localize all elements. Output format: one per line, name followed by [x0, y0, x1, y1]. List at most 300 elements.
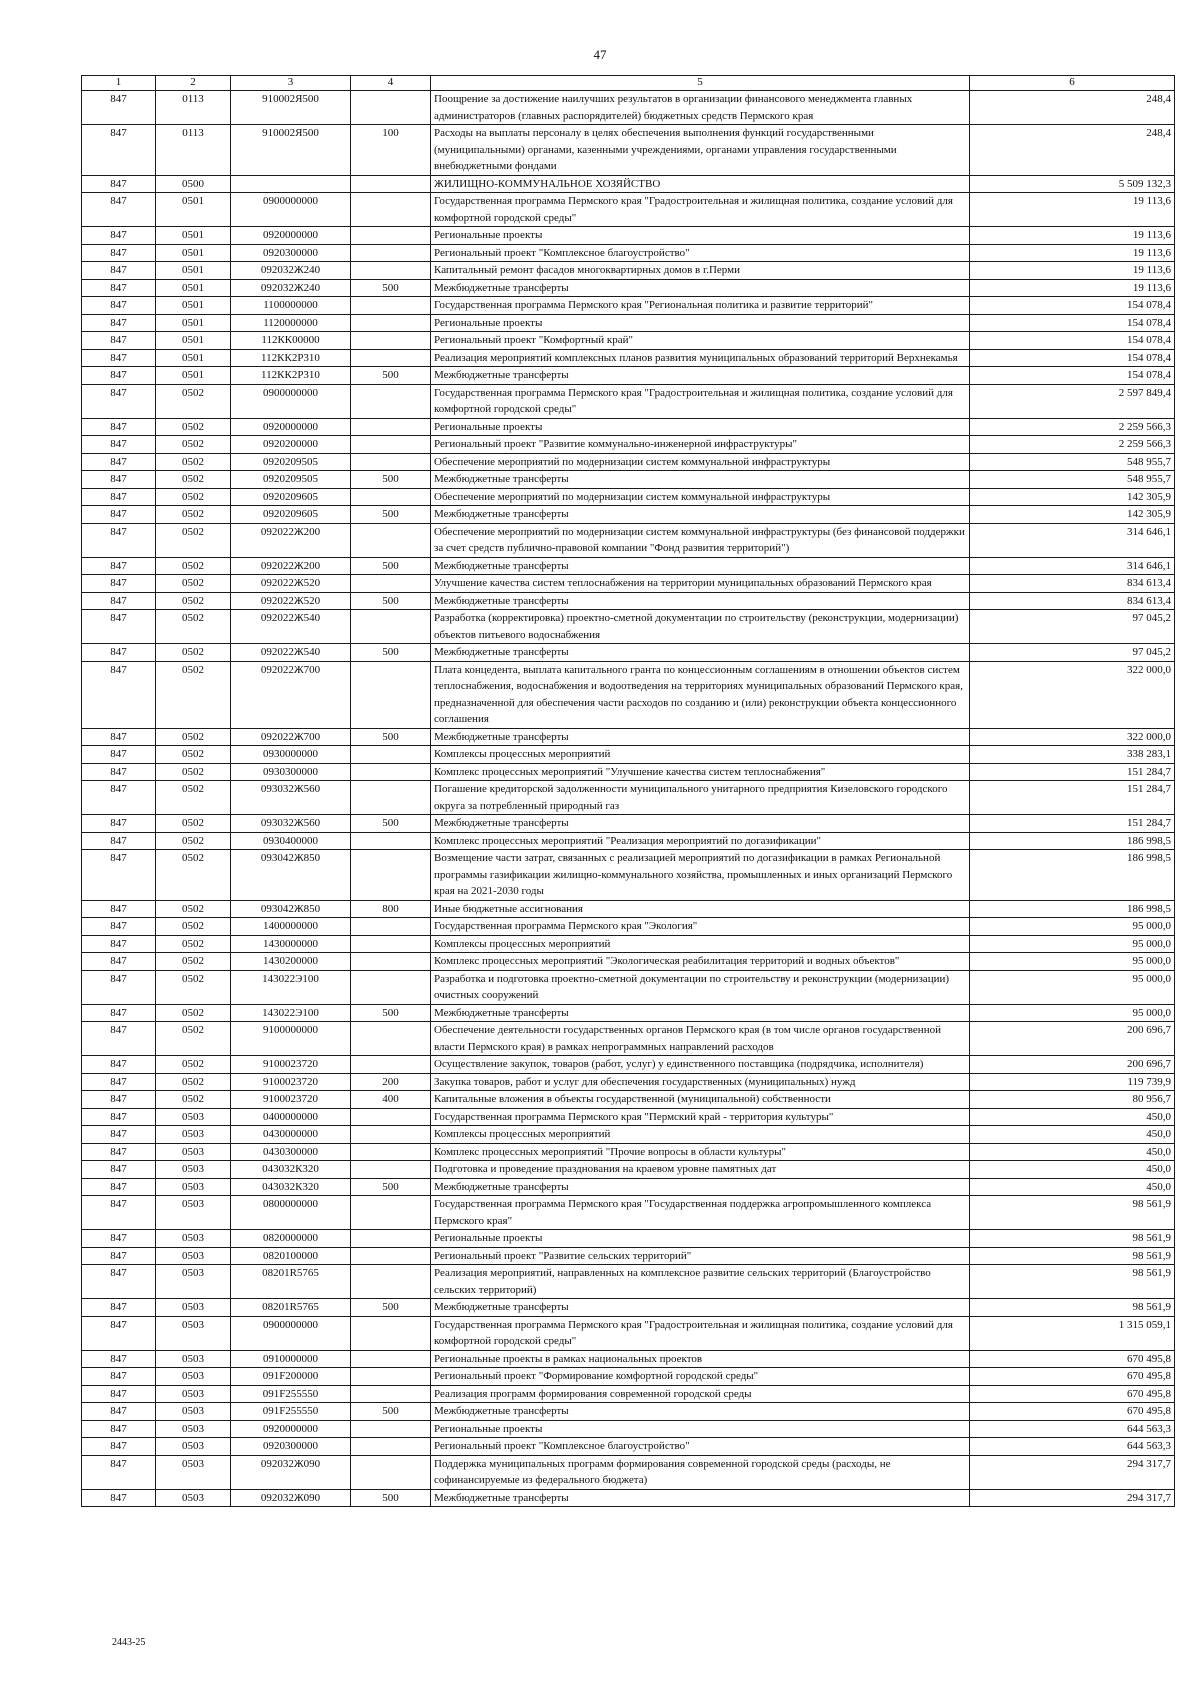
- cell-target-code: 910002Я500: [231, 91, 351, 125]
- cell-expense-type: 500: [351, 644, 431, 662]
- cell-description: Поддержка муниципальных программ формирования современной городской среды (расходы, не софинансируемые из федерального бюджета): [431, 1455, 970, 1489]
- cell-description: Комплекс процессных мероприятий "Экологическая реабилитация территорий и водных объектов": [431, 953, 970, 971]
- table-row: [82, 384, 1175, 418]
- cell-admin-code: 847: [82, 367, 156, 385]
- table-row: [82, 1091, 1175, 1109]
- cell-target-code: 112КК2Р310: [231, 349, 351, 367]
- cell-amount: 97 045,2: [970, 644, 1175, 662]
- cell-description: Региональные проекты: [431, 227, 970, 245]
- cell-section-code: 0502: [156, 935, 231, 953]
- table-row: [82, 1265, 1175, 1299]
- cell-section-code: 0503: [156, 1108, 231, 1126]
- cell-description: Межбюджетные трансферты: [431, 1299, 970, 1317]
- cell-description: Межбюджетные трансферты: [431, 367, 970, 385]
- table-row: [82, 970, 1175, 1004]
- cell-admin-code: 847: [82, 314, 156, 332]
- document-code: 2443-25: [112, 1637, 146, 1648]
- cell-description: Закупка товаров, работ и услуг для обеспечения государственных (муниципальных) нужд: [431, 1073, 970, 1091]
- cell-expense-type: [351, 332, 431, 350]
- cell-target-code: 0900000000: [231, 1316, 351, 1350]
- table-row: [82, 1247, 1175, 1265]
- cell-description: Межбюджетные трансферты: [431, 1178, 970, 1196]
- cell-description: Комплексы процессных мероприятий: [431, 746, 970, 764]
- cell-target-code: 093032Ж560: [231, 815, 351, 833]
- cell-amount: 19 113,6: [970, 279, 1175, 297]
- cell-admin-code: 847: [82, 1056, 156, 1074]
- cell-section-code: 0503: [156, 1247, 231, 1265]
- cell-section-code: 0501: [156, 244, 231, 262]
- table-row: [82, 1455, 1175, 1489]
- cell-amount: 186 998,5: [970, 850, 1175, 901]
- cell-amount: 98 561,9: [970, 1265, 1175, 1299]
- cell-description: Межбюджетные трансферты: [431, 1489, 970, 1507]
- cell-admin-code: 847: [82, 850, 156, 901]
- cell-admin-code: 847: [82, 1368, 156, 1386]
- cell-admin-code: 847: [82, 453, 156, 471]
- cell-section-code: 0502: [156, 1022, 231, 1056]
- cell-amount: 142 305,9: [970, 506, 1175, 524]
- cell-section-code: 0502: [156, 610, 231, 644]
- cell-expense-type: [351, 1420, 431, 1438]
- cell-expense-type: [351, 1126, 431, 1144]
- cell-description: Комплекс процессных мероприятий "Реализация мероприятий по догазификации": [431, 832, 970, 850]
- cell-section-code: 0503: [156, 1143, 231, 1161]
- cell-section-code: 0502: [156, 1073, 231, 1091]
- cell-section-code: 0501: [156, 332, 231, 350]
- cell-admin-code: 847: [82, 557, 156, 575]
- cell-target-code: 112КК2Р310: [231, 367, 351, 385]
- cell-expense-type: [351, 1247, 431, 1265]
- cell-amount: 154 078,4: [970, 297, 1175, 315]
- cell-target-code: 0920209605: [231, 488, 351, 506]
- cell-target-code: 0930000000: [231, 746, 351, 764]
- cell-expense-type: 500: [351, 592, 431, 610]
- cell-admin-code: 847: [82, 125, 156, 176]
- cell-amount: 450,0: [970, 1161, 1175, 1179]
- cell-amount: 322 000,0: [970, 661, 1175, 728]
- cell-admin-code: 847: [82, 175, 156, 193]
- table-row: [82, 763, 1175, 781]
- cell-expense-type: 500: [351, 1403, 431, 1421]
- cell-expense-type: [351, 1385, 431, 1403]
- cell-section-code: 0502: [156, 953, 231, 971]
- cell-admin-code: 847: [82, 918, 156, 936]
- cell-expense-type: [351, 1265, 431, 1299]
- column-header: 1: [82, 76, 156, 91]
- column-header: 4: [351, 76, 431, 91]
- cell-expense-type: [351, 746, 431, 764]
- table-row: [82, 349, 1175, 367]
- cell-section-code: 0501: [156, 279, 231, 297]
- cell-target-code: 0400000000: [231, 1108, 351, 1126]
- cell-expense-type: [351, 488, 431, 506]
- cell-amount: 19 113,6: [970, 262, 1175, 280]
- cell-expense-type: [351, 1438, 431, 1456]
- table-row: [82, 832, 1175, 850]
- table-row: [82, 1161, 1175, 1179]
- cell-target-code: 0820000000: [231, 1230, 351, 1248]
- cell-description: Межбюджетные трансферты: [431, 557, 970, 575]
- cell-description: Разработка (корректировка) проектно-сметной документации по строительству (реконструкции, модернизации) объектов питьевого водоснабжения: [431, 610, 970, 644]
- cell-amount: 338 283,1: [970, 746, 1175, 764]
- cell-target-code: 0900000000: [231, 384, 351, 418]
- table-row: [82, 1196, 1175, 1230]
- cell-admin-code: 847: [82, 332, 156, 350]
- cell-description: Иные бюджетные ассигнования: [431, 900, 970, 918]
- cell-expense-type: 500: [351, 1178, 431, 1196]
- table-row: [82, 367, 1175, 385]
- cell-expense-type: [351, 418, 431, 436]
- cell-description: Региональный проект "Развитие коммунально-инженерной инфраструктуры": [431, 436, 970, 454]
- table-row: [82, 506, 1175, 524]
- cell-amount: 322 000,0: [970, 728, 1175, 746]
- cell-expense-type: 500: [351, 1489, 431, 1507]
- cell-description: Улучшение качества систем теплоснабжения на территории муниципальных образований Пермского края: [431, 575, 970, 593]
- cell-section-code: 0501: [156, 314, 231, 332]
- cell-description: Региональный проект "Комплексное благоустройство": [431, 244, 970, 262]
- cell-admin-code: 847: [82, 1230, 156, 1248]
- cell-section-code: 0502: [156, 453, 231, 471]
- cell-description: Государственная программа Пермского края "Экология": [431, 918, 970, 936]
- cell-admin-code: 847: [82, 1004, 156, 1022]
- cell-amount: 450,0: [970, 1178, 1175, 1196]
- cell-section-code: 0113: [156, 125, 231, 176]
- cell-target-code: 092032Ж090: [231, 1455, 351, 1489]
- cell-admin-code: 847: [82, 227, 156, 245]
- cell-admin-code: 847: [82, 523, 156, 557]
- cell-amount: 154 078,4: [970, 349, 1175, 367]
- cell-amount: 98 561,9: [970, 1196, 1175, 1230]
- cell-section-code: 0503: [156, 1161, 231, 1179]
- cell-amount: 19 113,6: [970, 227, 1175, 245]
- cell-expense-type: 100: [351, 125, 431, 176]
- cell-amount: 644 563,3: [970, 1438, 1175, 1456]
- cell-amount: 670 495,8: [970, 1350, 1175, 1368]
- cell-amount: 1 315 059,1: [970, 1316, 1175, 1350]
- table-row: [82, 279, 1175, 297]
- cell-amount: 95 000,0: [970, 1004, 1175, 1022]
- table-row: [82, 781, 1175, 815]
- cell-section-code: 0501: [156, 349, 231, 367]
- cell-admin-code: 847: [82, 1178, 156, 1196]
- table-row: [82, 418, 1175, 436]
- cell-target-code: 0800000000: [231, 1196, 351, 1230]
- cell-expense-type: [351, 227, 431, 245]
- cell-amount: 95 000,0: [970, 918, 1175, 936]
- cell-section-code: 0113: [156, 91, 231, 125]
- cell-expense-type: 500: [351, 1299, 431, 1317]
- cell-target-code: 0920000000: [231, 418, 351, 436]
- cell-expense-type: [351, 970, 431, 1004]
- cell-amount: 154 078,4: [970, 367, 1175, 385]
- cell-amount: 2 597 849,4: [970, 384, 1175, 418]
- cell-section-code: 0502: [156, 781, 231, 815]
- cell-target-code: 0920300000: [231, 1438, 351, 1456]
- cell-expense-type: 500: [351, 815, 431, 833]
- cell-description: Погашение кредиторской задолженности муниципального унитарного предприятия Кизеловского городского округа за потребленный природный газ: [431, 781, 970, 815]
- cell-target-code: 0920209505: [231, 453, 351, 471]
- cell-admin-code: 847: [82, 1299, 156, 1317]
- cell-admin-code: 847: [82, 728, 156, 746]
- cell-target-code: 0920300000: [231, 244, 351, 262]
- cell-admin-code: 847: [82, 1091, 156, 1109]
- cell-admin-code: 847: [82, 1022, 156, 1056]
- cell-amount: 200 696,7: [970, 1022, 1175, 1056]
- cell-expense-type: [351, 763, 431, 781]
- cell-description: Осуществление закупок, товаров (работ, услуг) у единственного поставщика (подрядчика, исполнителя): [431, 1056, 970, 1074]
- cell-target-code: 0820100000: [231, 1247, 351, 1265]
- cell-target-code: 092022Ж520: [231, 575, 351, 593]
- table-row: [82, 644, 1175, 662]
- cell-description: Межбюджетные трансферты: [431, 1004, 970, 1022]
- cell-admin-code: 847: [82, 436, 156, 454]
- cell-admin-code: 847: [82, 900, 156, 918]
- table-row: [82, 1385, 1175, 1403]
- cell-expense-type: [351, 349, 431, 367]
- cell-section-code: 0502: [156, 900, 231, 918]
- cell-amount: 154 078,4: [970, 332, 1175, 350]
- table-row: [82, 262, 1175, 280]
- cell-admin-code: 847: [82, 1438, 156, 1456]
- cell-section-code: 0502: [156, 1091, 231, 1109]
- column-header: 5: [431, 76, 970, 91]
- cell-target-code: 092022Ж520: [231, 592, 351, 610]
- table-row: [82, 227, 1175, 245]
- cell-description: Межбюджетные трансферты: [431, 592, 970, 610]
- cell-expense-type: 500: [351, 279, 431, 297]
- cell-target-code: 093032Ж560: [231, 781, 351, 815]
- table-row: [82, 1368, 1175, 1386]
- cell-description: Обеспечение мероприятий по модернизации систем коммунальной инфраструктуры: [431, 453, 970, 471]
- cell-section-code: 0502: [156, 728, 231, 746]
- cell-target-code: 0930300000: [231, 763, 351, 781]
- cell-amount: 151 284,7: [970, 763, 1175, 781]
- cell-target-code: 092032Ж090: [231, 1489, 351, 1507]
- cell-target-code: 092022Ж200: [231, 523, 351, 557]
- cell-section-code: 0502: [156, 815, 231, 833]
- cell-description: Государственная программа Пермского края "Государственная поддержка агропромышленного комплекса Пермского края": [431, 1196, 970, 1230]
- cell-description: Реализация программ формирования современной городской среды: [431, 1385, 970, 1403]
- table-row: [82, 1143, 1175, 1161]
- cell-admin-code: 847: [82, 935, 156, 953]
- table-row: [82, 523, 1175, 557]
- cell-description: Региональный проект "Комплексное благоустройство": [431, 1438, 970, 1456]
- cell-section-code: 0502: [156, 850, 231, 901]
- cell-expense-type: [351, 1161, 431, 1179]
- cell-section-code: 0503: [156, 1196, 231, 1230]
- cell-admin-code: 847: [82, 193, 156, 227]
- cell-amount: 314 646,1: [970, 557, 1175, 575]
- cell-admin-code: 847: [82, 1247, 156, 1265]
- cell-admin-code: 847: [82, 1073, 156, 1091]
- cell-amount: 98 561,9: [970, 1299, 1175, 1317]
- table-row: [82, 314, 1175, 332]
- table-row: [82, 900, 1175, 918]
- cell-admin-code: 847: [82, 1108, 156, 1126]
- cell-admin-code: 847: [82, 575, 156, 593]
- cell-expense-type: [351, 661, 431, 728]
- cell-description: Плата концедента, выплата капитального гранта по концессионным соглашениям в отношении объектов систем теплоснабжения, водоснабжения и водоотведения на территориях муниципальных образований Пермского края, предназначенной для обеспечения части расходов по созданию и (или) реконструкции объекта концессионного соглашения: [431, 661, 970, 728]
- cell-amount: 154 078,4: [970, 314, 1175, 332]
- cell-admin-code: 847: [82, 1350, 156, 1368]
- cell-description: Региональные проекты: [431, 1420, 970, 1438]
- cell-description: Возмещение части затрат, связанных с реализацией мероприятий по догазификации в рамках Региональной программы газификации жилищно-коммунального хозяйства, промышленных и иных организаций Пермского края на 2021-2030 годы: [431, 850, 970, 901]
- cell-amount: 19 113,6: [970, 193, 1175, 227]
- cell-target-code: 093042Ж850: [231, 850, 351, 901]
- cell-description: Государственная программа Пермского края "Градостроительная и жилищная политика, создание условий для комфортной городской среды": [431, 384, 970, 418]
- cell-description: Межбюджетные трансферты: [431, 279, 970, 297]
- cell-section-code: 0503: [156, 1420, 231, 1438]
- table-row: [82, 592, 1175, 610]
- cell-admin-code: 847: [82, 384, 156, 418]
- cell-section-code: 0502: [156, 436, 231, 454]
- cell-section-code: 0503: [156, 1438, 231, 1456]
- cell-expense-type: [351, 1316, 431, 1350]
- cell-amount: 119 739,9: [970, 1073, 1175, 1091]
- cell-admin-code: 847: [82, 1265, 156, 1299]
- cell-expense-type: [351, 175, 431, 193]
- cell-target-code: 1120000000: [231, 314, 351, 332]
- cell-amount: 200 696,7: [970, 1056, 1175, 1074]
- cell-admin-code: 847: [82, 610, 156, 644]
- cell-section-code: 0502: [156, 918, 231, 936]
- cell-section-code: 0502: [156, 523, 231, 557]
- cell-description: Обеспечение мероприятий по модернизации систем коммунальной инфраструктуры (без финансовой поддержки за счет средств публично-правовой компании "Фонд развития территорий"): [431, 523, 970, 557]
- cell-amount: 2 259 566,3: [970, 436, 1175, 454]
- cell-amount: 2 259 566,3: [970, 418, 1175, 436]
- cell-section-code: 0503: [156, 1230, 231, 1248]
- cell-section-code: 0503: [156, 1178, 231, 1196]
- cell-expense-type: [351, 523, 431, 557]
- cell-description: Поощрение за достижение наилучших результатов в организации финансового менеджмента главных администраторов (главных распорядителей) бюджетных средств Пермского края: [431, 91, 970, 125]
- cell-target-code: 0920000000: [231, 227, 351, 245]
- cell-admin-code: 847: [82, 1403, 156, 1421]
- cell-amount: 670 495,8: [970, 1368, 1175, 1386]
- cell-expense-type: 500: [351, 1004, 431, 1022]
- cell-description: Комплекс процессных мероприятий "Прочие вопросы в области культуры": [431, 1143, 970, 1161]
- table-row: [82, 297, 1175, 315]
- cell-expense-type: [351, 781, 431, 815]
- cell-amount: 142 305,9: [970, 488, 1175, 506]
- cell-section-code: 0502: [156, 575, 231, 593]
- cell-target-code: [231, 175, 351, 193]
- cell-amount: 5 509 132,3: [970, 175, 1175, 193]
- cell-admin-code: 847: [82, 1143, 156, 1161]
- cell-admin-code: 847: [82, 297, 156, 315]
- table-row: [82, 1126, 1175, 1144]
- cell-amount: 95 000,0: [970, 953, 1175, 971]
- table-row: [82, 193, 1175, 227]
- cell-amount: 670 495,8: [970, 1385, 1175, 1403]
- cell-target-code: 091F255550: [231, 1385, 351, 1403]
- cell-admin-code: 847: [82, 262, 156, 280]
- cell-amount: 450,0: [970, 1108, 1175, 1126]
- cell-section-code: 0502: [156, 506, 231, 524]
- cell-amount: 95 000,0: [970, 970, 1175, 1004]
- cell-target-code: 9100023720: [231, 1091, 351, 1109]
- cell-target-code: 092022Ж700: [231, 661, 351, 728]
- cell-target-code: 0430000000: [231, 1126, 351, 1144]
- cell-admin-code: 847: [82, 279, 156, 297]
- cell-admin-code: 847: [82, 644, 156, 662]
- table-body: [82, 91, 1175, 1507]
- cell-target-code: 143022Э100: [231, 970, 351, 1004]
- cell-target-code: 08201R5765: [231, 1299, 351, 1317]
- table-row: [82, 1420, 1175, 1438]
- table-row: [82, 661, 1175, 728]
- cell-admin-code: 847: [82, 244, 156, 262]
- cell-expense-type: [351, 1196, 431, 1230]
- cell-amount: 834 613,4: [970, 592, 1175, 610]
- cell-expense-type: [351, 262, 431, 280]
- cell-admin-code: 847: [82, 1489, 156, 1507]
- cell-target-code: 0920200000: [231, 436, 351, 454]
- table-row: [82, 728, 1175, 746]
- cell-description: Межбюджетные трансферты: [431, 728, 970, 746]
- cell-section-code: 0502: [156, 763, 231, 781]
- cell-description: Региональные проекты: [431, 418, 970, 436]
- cell-expense-type: [351, 91, 431, 125]
- cell-section-code: 0501: [156, 367, 231, 385]
- cell-admin-code: 847: [82, 1126, 156, 1144]
- cell-admin-code: 847: [82, 1316, 156, 1350]
- cell-description: Реализация мероприятий комплексных планов развития муниципальных образований территорий Верхнекамья: [431, 349, 970, 367]
- cell-expense-type: [351, 193, 431, 227]
- table-row: [82, 436, 1175, 454]
- table-row: [82, 953, 1175, 971]
- cell-expense-type: [351, 453, 431, 471]
- cell-target-code: 092022Ж540: [231, 610, 351, 644]
- cell-target-code: 0910000000: [231, 1350, 351, 1368]
- cell-target-code: 093042Ж850: [231, 900, 351, 918]
- cell-amount: 80 956,7: [970, 1091, 1175, 1109]
- cell-amount: 186 998,5: [970, 900, 1175, 918]
- cell-target-code: 1400000000: [231, 918, 351, 936]
- cell-section-code: 0502: [156, 418, 231, 436]
- cell-expense-type: [351, 1455, 431, 1489]
- cell-description: Государственная программа Пермского края "Пермский край - территория культуры": [431, 1108, 970, 1126]
- cell-admin-code: 847: [82, 1385, 156, 1403]
- cell-expense-type: [351, 384, 431, 418]
- cell-section-code: 0502: [156, 832, 231, 850]
- page-number: 47: [593, 47, 607, 62]
- cell-section-code: 0502: [156, 746, 231, 764]
- cell-expense-type: [351, 575, 431, 593]
- cell-description: Региональные проекты в рамках национальных проектов: [431, 1350, 970, 1368]
- cell-target-code: 9100000000: [231, 1022, 351, 1056]
- column-header: 2: [156, 76, 231, 91]
- cell-admin-code: 847: [82, 953, 156, 971]
- table-row: [82, 1108, 1175, 1126]
- cell-target-code: 092022Ж540: [231, 644, 351, 662]
- cell-description: Комплекс процессных мероприятий "Улучшение качества систем теплоснабжения": [431, 763, 970, 781]
- cell-admin-code: 847: [82, 418, 156, 436]
- cell-amount: 644 563,3: [970, 1420, 1175, 1438]
- cell-expense-type: 500: [351, 367, 431, 385]
- cell-description: Региональный проект "Комфортный край": [431, 332, 970, 350]
- cell-section-code: 0502: [156, 644, 231, 662]
- cell-expense-type: [351, 314, 431, 332]
- table-row: [82, 1403, 1175, 1421]
- cell-description: Расходы на выплаты персоналу в целях обеспечения выполнения функций государственными (муниципальными) органами, казенными учреждениями, органами управления государственными внебюджетными фондами: [431, 125, 970, 176]
- cell-expense-type: [351, 850, 431, 901]
- cell-amount: 450,0: [970, 1143, 1175, 1161]
- cell-section-code: 0502: [156, 592, 231, 610]
- cell-amount: 548 955,7: [970, 453, 1175, 471]
- cell-description: Разработка и подготовка проектно-сметной документации по строительству и реконструкции (модернизации) очистных сооружений: [431, 970, 970, 1004]
- cell-target-code: 091F200000: [231, 1368, 351, 1386]
- cell-target-code: 0920000000: [231, 1420, 351, 1438]
